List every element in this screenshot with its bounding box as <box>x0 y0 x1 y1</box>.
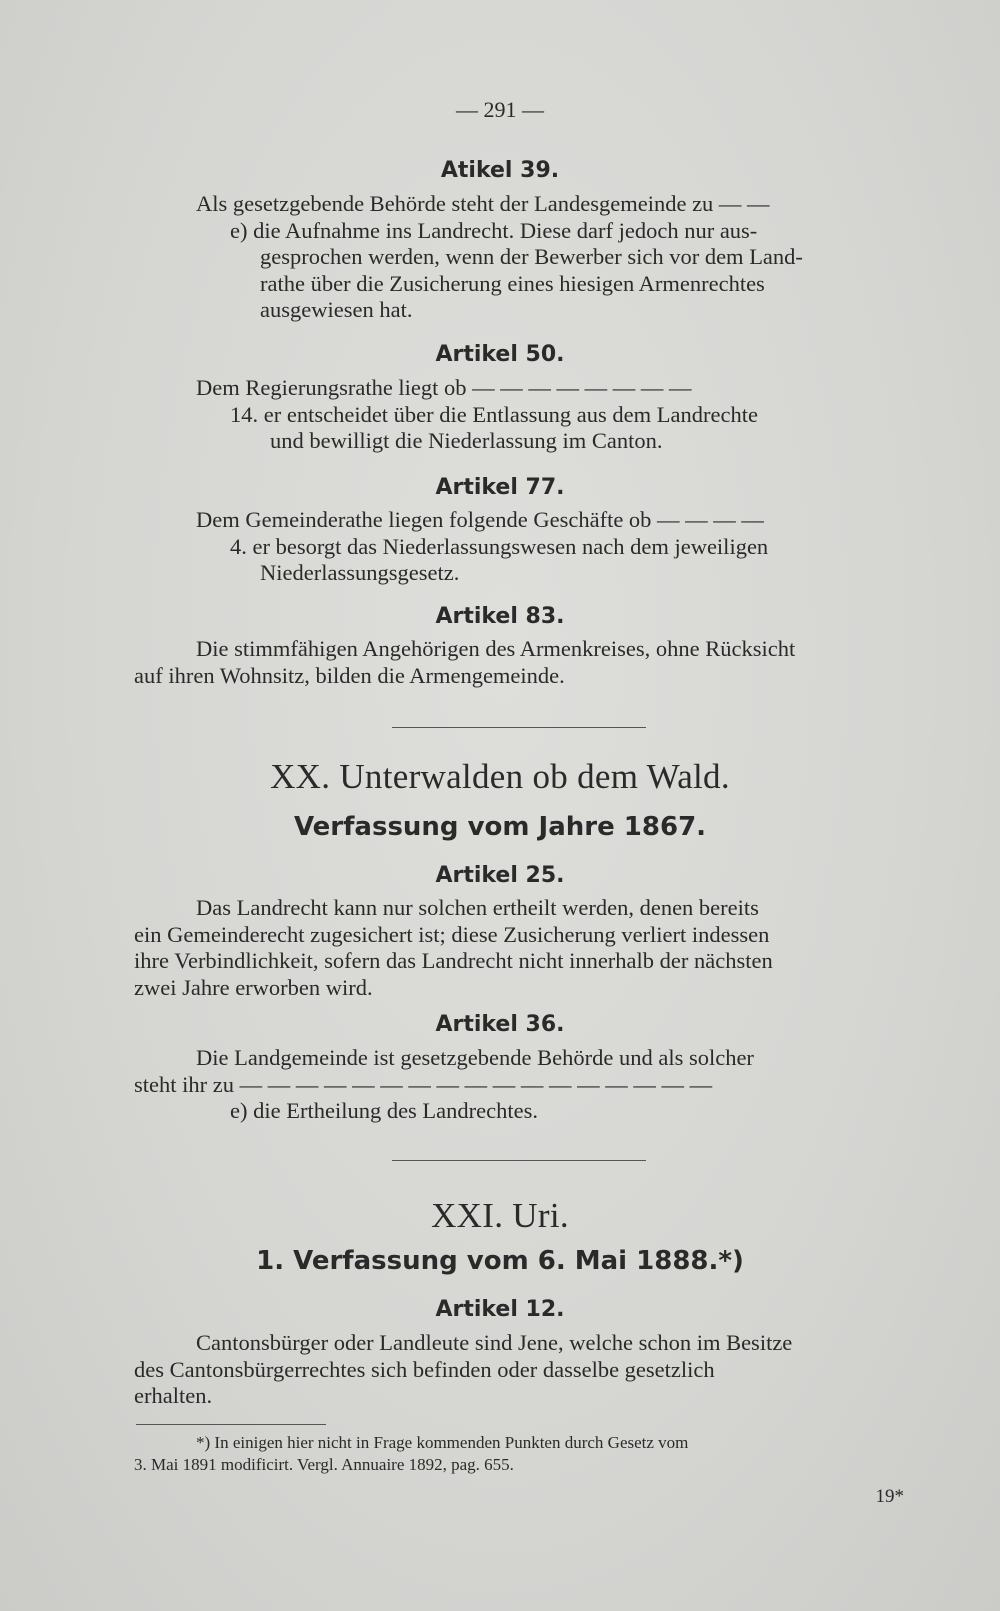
section-xx-title: XX. Unterwalden ob dem Wald. <box>270 757 730 796</box>
article-50-title: Artikel 50. <box>435 342 565 367</box>
article-83-title: Artikel 83. <box>435 604 565 629</box>
footnote <box>134 1432 904 1476</box>
article-39-line: ausgewiesen hat. <box>260 297 413 322</box>
article-25-line: ihre Verbindlichkeit, sofern das Landrecht nicht innerhalb der nächsten <box>134 948 773 973</box>
article-77-line: Dem Gemeinderathe liegen folgende Geschäfte ob — — — — <box>196 507 764 532</box>
article-39-line: gesprochen werden, wenn der Bewerber sich vor dem Land- <box>260 244 803 269</box>
article-25-line: ein Gemeinderecht zugesichert ist; diese Zusicherung verliert indessen <box>134 921 770 947</box>
article-36-item-e: e) die Ertheilung des Landrechtes. <box>230 1098 539 1123</box>
article-50-line: Dem Regierungsrathe liegt ob — — — — — — — — <box>196 375 692 400</box>
section-xxi-title: XXI. Uri. <box>431 1196 569 1235</box>
article-39-item-e: e) die Aufnahme ins Landrecht. Diese darf jedoch nur aus- <box>230 217 758 243</box>
article-39-line: Als gesetzgebende Behörde steht der Landesgemeinde zu — — <box>196 191 770 216</box>
footnote-line: 3. Mai 1891 modificirt. Vergl. Annuaire 1892, pag. 655. <box>134 1455 514 1474</box>
article-12-body <box>134 1330 904 1410</box>
article-83-line: Die stimmfähigen Angehörigen des Armenkreises, ohne Rücksicht <box>196 636 796 661</box>
article-39-title: Atikel 39. <box>440 158 560 183</box>
section-xx-subtitle: Verfassung vom Jahre 1867. <box>293 812 707 842</box>
article-12-title: Artikel 12. <box>435 1297 565 1322</box>
article-36-line: Die Landgemeinde ist gesetzgebende Behörde und als solcher <box>196 1045 754 1070</box>
article-77-item-4: 4. er besorgt das Niederlassungswesen nach dem jeweiligen <box>230 533 769 559</box>
article-36-title: Artikel 36. <box>435 1012 565 1037</box>
article-36-line: steht ihr zu — — — — — — — — — — — — — — — — — <box>134 1071 713 1097</box>
article-12-line: Cantonsbürger oder Landleute sind Jene, welche schon im Besitze <box>196 1330 793 1355</box>
article-39-body <box>134 191 904 324</box>
section-divider <box>392 727 646 728</box>
article-77-line: Niederlassungsgesetz. <box>260 560 460 585</box>
page-number: — 291 — <box>456 97 544 122</box>
article-39-line: rathe über die Zusicherung eines hiesigen Armenrechtes <box>260 270 765 296</box>
article-77-title: Artikel 77. <box>435 475 565 500</box>
article-12-line: erhalten. <box>134 1383 213 1408</box>
article-77-body <box>134 507 904 587</box>
article-50-body <box>134 375 904 455</box>
article-25-body <box>134 895 904 1001</box>
footnote-divider <box>136 1424 326 1425</box>
section-xxi-subtitle: 1. Verfassung vom 6. Mai 1888.*) <box>256 1246 744 1276</box>
article-25-title: Artikel 25. <box>435 863 565 888</box>
article-36-body <box>134 1045 904 1125</box>
article-25-line: Das Landrecht kann nur solchen ertheilt werden, denen bereits <box>196 895 759 920</box>
article-50-line: und bewilligt die Niederlassung im Canton. <box>270 428 663 453</box>
footnote-line: *) In einigen hier nicht in Frage kommenden Punkten durch Gesetz vom <box>196 1433 689 1452</box>
article-50-item-14: 14. er entscheidet über die Entlassung aus dem Landrechte <box>230 401 758 427</box>
article-83-line: auf ihren Wohnsitz, bilden die Armengemeinde. <box>134 662 565 688</box>
article-25-line: zwei Jahre erworben wird. <box>134 974 373 1000</box>
signature-mark: 19* <box>875 1486 904 1507</box>
article-83-body <box>134 636 904 689</box>
article-12-line: des Cantonsbürgerrechtes sich befinden oder dasselbe gesetzlich <box>134 1356 715 1382</box>
section-divider <box>392 1160 646 1161</box>
